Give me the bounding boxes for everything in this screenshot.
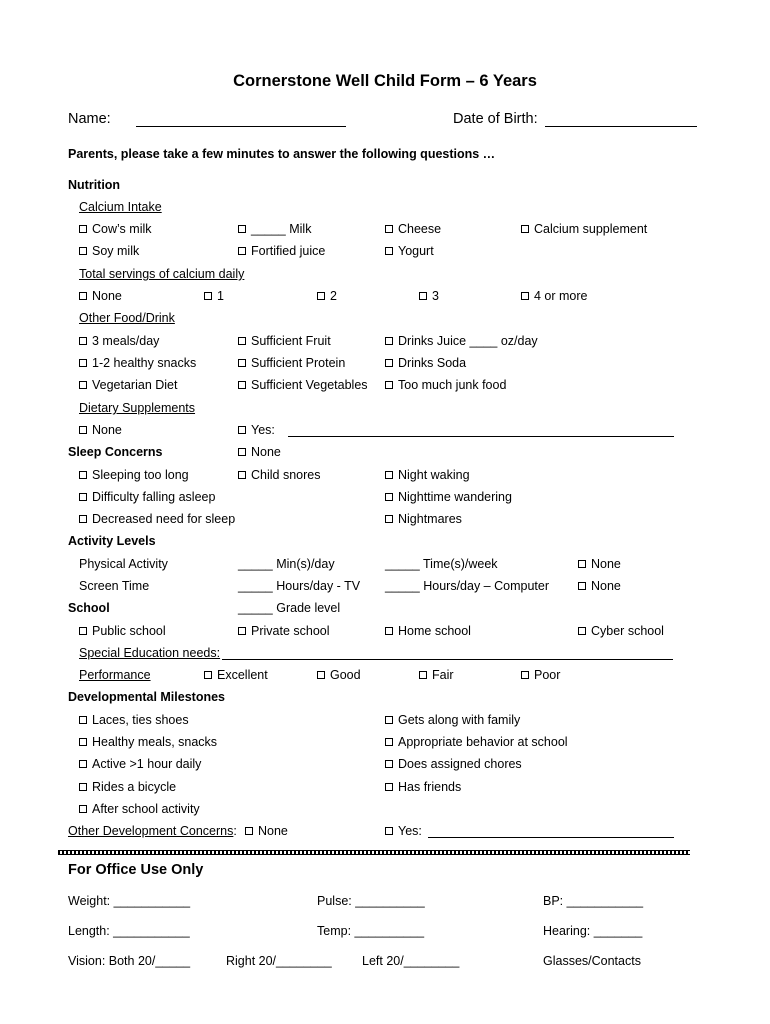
checkbox-performance-poor[interactable]: Poor <box>521 667 560 683</box>
checkbox-sufficient-fruit[interactable]: Sufficient Fruit <box>238 333 331 349</box>
checkbox-icon[interactable] <box>238 381 246 389</box>
vision-right-field[interactable]: Right 20/________ <box>226 954 332 968</box>
checkbox-icon[interactable] <box>204 671 212 679</box>
checkbox-icon[interactable] <box>385 827 393 835</box>
total-servings-label: Total servings of calcium daily <box>79 267 245 281</box>
checkbox-has-friends[interactable]: Has friends <box>385 779 461 795</box>
checkbox-nighttime-wandering[interactable]: Nighttime wandering <box>385 489 512 505</box>
checkbox-assigned-chores[interactable]: Does assigned chores <box>385 756 522 772</box>
checkbox-night-waking[interactable]: Night waking <box>385 467 470 483</box>
name-field[interactable] <box>136 126 346 127</box>
checkbox-icon[interactable] <box>385 381 393 389</box>
checkbox-home-school[interactable]: Home school <box>385 623 471 639</box>
physical-times-field[interactable]: _____ Time(s)/week <box>385 557 498 571</box>
checkbox-icon[interactable] <box>385 359 393 367</box>
checkbox-icon[interactable] <box>419 292 427 300</box>
sleep-heading: Sleep Concerns <box>68 445 163 459</box>
pulse-field[interactable]: Pulse: __________ <box>317 894 425 908</box>
checkbox-icon[interactable] <box>79 247 87 255</box>
checkbox-decreased-sleep[interactable]: Decreased need for sleep <box>79 511 235 527</box>
temp-field[interactable]: Temp: __________ <box>317 924 425 938</box>
checkbox-icon[interactable] <box>238 627 246 635</box>
checkbox-drinks-soda[interactable]: Drinks Soda <box>385 355 466 371</box>
checkbox-icon[interactable] <box>79 760 87 768</box>
checkbox-other-concerns-yes[interactable]: Yes: <box>385 823 422 839</box>
checkbox-3-meals[interactable]: 3 meals/day <box>79 333 159 349</box>
checkbox-healthy-meals[interactable]: Healthy meals, snacks <box>79 734 217 750</box>
dietary-supplements-label: Dietary Supplements <box>79 401 196 415</box>
checkbox-icon[interactable] <box>238 225 246 233</box>
checkbox-servings-none[interactable]: None <box>79 288 122 304</box>
other-food-label: Other Food/Drink <box>79 311 175 325</box>
checkbox-icon[interactable] <box>317 671 325 679</box>
checkbox-after-school-activity[interactable]: After school activity <box>79 801 200 817</box>
checkbox-icon[interactable] <box>385 493 393 501</box>
checkbox-other-milk[interactable]: _____ Milk <box>238 221 311 237</box>
length-field[interactable]: Length: ___________ <box>68 924 190 938</box>
checkbox-sleep-none[interactable]: None <box>238 444 281 460</box>
checkbox-icon[interactable] <box>238 247 246 255</box>
checkbox-cows-milk[interactable]: Cow’s milk <box>79 221 152 237</box>
checkbox-child-snores[interactable]: Child snores <box>238 467 320 483</box>
checkbox-icon[interactable] <box>238 359 246 367</box>
checkbox-performance-good[interactable]: Good <box>317 667 361 683</box>
checkbox-vegetarian-diet[interactable]: Vegetarian Diet <box>79 377 177 393</box>
checkbox-icon[interactable] <box>419 671 427 679</box>
checkbox-drinks-juice[interactable]: Drinks Juice ____ oz/day <box>385 333 538 349</box>
checkbox-icon[interactable] <box>79 716 87 724</box>
school-heading: School <box>68 601 110 615</box>
checkbox-sufficient-vegetables[interactable]: Sufficient Vegetables <box>238 377 368 393</box>
checkbox-difficulty-falling-asleep[interactable]: Difficulty falling asleep <box>79 489 215 505</box>
special-education-field[interactable] <box>222 659 673 660</box>
checkbox-icon[interactable] <box>79 515 87 523</box>
dob-label: Date of Birth: <box>453 111 538 127</box>
weight-field[interactable]: Weight: ___________ <box>68 894 191 908</box>
checkbox-performance-excellent[interactable]: Excellent <box>204 667 268 683</box>
checkbox-icon[interactable] <box>385 783 393 791</box>
form-title: Cornerstone Well Child Form – 6 Years <box>233 72 537 90</box>
checkbox-icon[interactable] <box>79 337 87 345</box>
checkbox-icon[interactable] <box>521 671 529 679</box>
checkbox-icon[interactable] <box>578 582 586 590</box>
checkbox-cyber-school[interactable]: Cyber school <box>578 623 664 639</box>
checkbox-laces-shoes[interactable]: Laces, ties shoes <box>79 712 189 728</box>
checkbox-icon[interactable] <box>317 292 325 300</box>
office-use-heading: For Office Use Only <box>68 862 204 878</box>
checkbox-icon[interactable] <box>385 337 393 345</box>
checkbox-appropriate-behavior[interactable]: Appropriate behavior at school <box>385 734 568 750</box>
checkbox-cheese[interactable]: Cheese <box>385 221 441 237</box>
checkbox-healthy-snacks[interactable]: 1-2 healthy snacks <box>79 355 196 371</box>
other-concerns-yes-field[interactable] <box>428 837 674 838</box>
checkbox-icon[interactable] <box>385 627 393 635</box>
checkbox-active-daily[interactable]: Active >1 hour daily <box>79 756 201 772</box>
checkbox-performance-fair[interactable]: Fair <box>419 667 454 683</box>
other-concerns-label: Other Development Concerns <box>68 824 234 838</box>
checkbox-icon[interactable] <box>385 760 393 768</box>
checkbox-icon[interactable] <box>521 225 529 233</box>
checkbox-icon[interactable] <box>521 292 529 300</box>
checkbox-public-school[interactable]: Public school <box>79 623 166 639</box>
checkbox-nightmares[interactable]: Nightmares <box>385 511 462 527</box>
dob-field[interactable] <box>545 126 697 127</box>
checkbox-gets-along-family[interactable]: Gets along with family <box>385 712 520 728</box>
bp-field[interactable]: BP: ___________ <box>543 894 644 908</box>
glasses-contacts-label: Glasses/Contacts <box>543 954 641 968</box>
checkbox-icon[interactable] <box>238 448 246 456</box>
checkbox-icon[interactable] <box>79 627 87 635</box>
grade-level-field[interactable]: _____ Grade level <box>238 601 341 615</box>
section-divider <box>58 850 690 855</box>
checkbox-rides-bicycle[interactable]: Rides a bicycle <box>79 779 176 795</box>
checkbox-icon[interactable] <box>79 426 87 434</box>
intro-text: Parents, please take a few minutes to answer the following questions … <box>68 147 496 161</box>
checkbox-icon[interactable] <box>79 225 87 233</box>
performance-label: Performance <box>79 668 151 682</box>
physical-minutes-field[interactable]: _____ Min(s)/day <box>238 557 335 571</box>
checkbox-icon[interactable] <box>238 471 246 479</box>
checkbox-icon[interactable] <box>79 493 87 501</box>
checkbox-icon[interactable] <box>385 515 393 523</box>
checkbox-icon[interactable] <box>385 247 393 255</box>
screen-tv-field[interactable]: _____ Hours/day - TV <box>238 579 361 593</box>
checkbox-junk-food[interactable]: Too much junk food <box>385 377 506 393</box>
supplements-yes-field[interactable] <box>288 436 674 437</box>
checkbox-icon[interactable] <box>385 738 393 746</box>
special-education-label: Special Education needs: <box>79 646 221 660</box>
nutrition-heading: Nutrition <box>68 178 121 192</box>
checkbox-calcium-supplement[interactable]: Calcium supplement <box>521 221 647 237</box>
checkbox-icon[interactable] <box>79 381 87 389</box>
checkbox-icon[interactable] <box>245 827 253 835</box>
name-label: Name: <box>68 111 111 127</box>
activity-heading: Activity Levels <box>68 534 156 548</box>
other-concerns-colon: : <box>233 824 237 838</box>
checkbox-fortified-juice[interactable]: Fortified juice <box>238 243 325 259</box>
vision-left-field[interactable]: Left 20/________ <box>362 954 460 968</box>
checkbox-icon[interactable] <box>79 783 87 791</box>
checkbox-servings-3[interactable]: 3 <box>419 288 439 304</box>
checkbox-icon[interactable] <box>385 471 393 479</box>
checkbox-icon[interactable] <box>79 471 87 479</box>
checkbox-sleeping-too-long[interactable]: Sleeping too long <box>79 467 189 483</box>
checkbox-servings-1[interactable]: 1 <box>204 288 224 304</box>
checkbox-supplements-none[interactable]: None <box>79 422 122 438</box>
checkbox-icon[interactable] <box>578 627 586 635</box>
checkbox-icon[interactable] <box>238 337 246 345</box>
calcium-intake-label: Calcium Intake <box>79 200 162 214</box>
checkbox-icon[interactable] <box>578 560 586 568</box>
checkbox-supplements-yes[interactable]: Yes: <box>238 422 275 438</box>
milestones-heading: Developmental Milestones <box>68 690 225 704</box>
checkbox-other-concerns-none[interactable]: None <box>245 823 288 839</box>
checkbox-private-school[interactable]: Private school <box>238 623 330 639</box>
vision-both-field[interactable]: Vision: Both 20/_____ <box>68 954 191 968</box>
checkbox-servings-2[interactable]: 2 <box>317 288 337 304</box>
checkbox-icon[interactable] <box>238 426 246 434</box>
checkbox-icon[interactable] <box>79 292 87 300</box>
hearing-field[interactable]: Hearing: _______ <box>543 924 643 938</box>
checkbox-icon[interactable] <box>385 716 393 724</box>
checkbox-sufficient-protein[interactable]: Sufficient Protein <box>238 355 345 371</box>
physical-activity-label: Physical Activity <box>79 557 168 571</box>
checkbox-icon[interactable] <box>385 225 393 233</box>
checkbox-icon[interactable] <box>79 805 87 813</box>
checkbox-soy-milk[interactable]: Soy milk <box>79 243 139 259</box>
checkbox-icon[interactable] <box>204 292 212 300</box>
other-concerns-row <box>68 823 237 839</box>
checkbox-yogurt[interactable]: Yogurt <box>385 243 434 259</box>
checkbox-icon[interactable] <box>79 359 87 367</box>
checkbox-physical-none[interactable]: None <box>578 556 621 572</box>
screen-time-label: Screen Time <box>79 579 150 593</box>
checkbox-screen-none[interactable]: None <box>578 578 621 594</box>
checkbox-servings-4-or-more[interactable]: 4 or more <box>521 288 588 304</box>
screen-computer-field[interactable]: _____ Hours/day – Computer <box>385 579 549 593</box>
checkbox-icon[interactable] <box>79 738 87 746</box>
